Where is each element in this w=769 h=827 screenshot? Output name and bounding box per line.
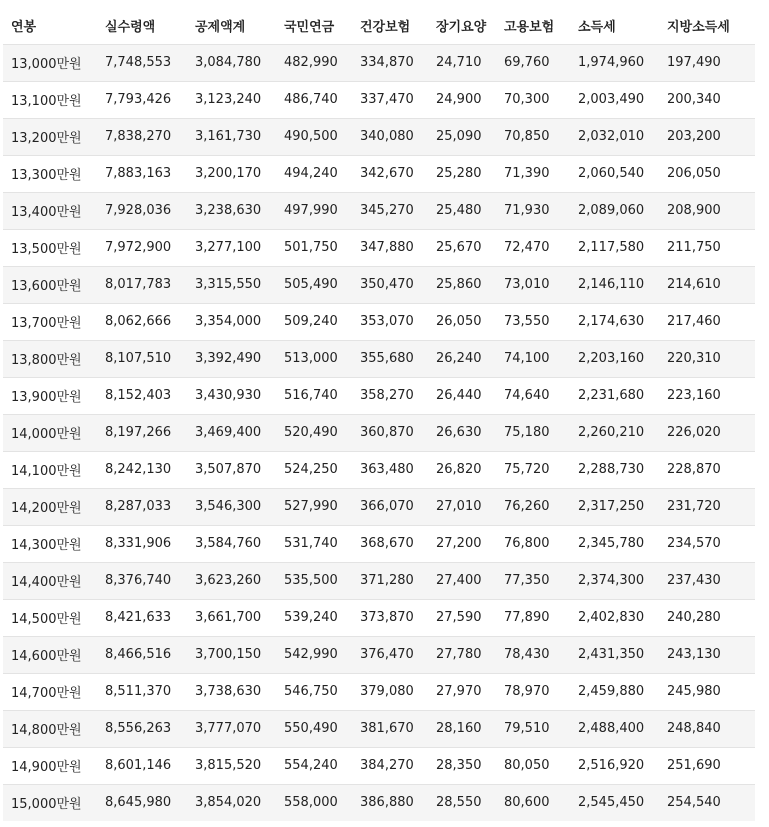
cell-salary: 13,300만원 [11,168,82,183]
table-row [3,525,755,562]
cell-health-insurance: 337,470 [360,92,414,107]
cell-income-tax: 2,317,250 [578,499,645,514]
cell-net-pay: 8,376,740 [105,573,172,588]
cell-salary: 15,000만원 [11,797,82,813]
cell-salary: 14,600만원 [11,649,82,664]
cell-local-income-tax: 203,200 [667,129,721,144]
cell-total-deduction: 3,777,070 [195,721,262,736]
cell-health-insurance: 342,670 [360,166,414,181]
cell-salary: 14,200만원 [11,501,82,516]
cell-national-pension: 531,740 [284,536,338,551]
cell-income-tax: 2,203,160 [578,351,645,366]
cell-local-income-tax: 231,720 [667,499,721,514]
header-salary: 연봉 [3,7,97,44]
cell-employment-insurance: 78,970 [504,684,550,699]
cell-local-income-tax: 248,840 [667,721,721,736]
cell-net-pay: 8,242,130 [105,462,172,477]
cell-total-deduction: 3,546,300 [195,499,262,514]
cell-income-tax: 2,488,400 [578,721,645,736]
cell-employment-insurance: 77,350 [504,573,550,588]
cell-net-pay: 8,197,266 [105,425,172,440]
cell-salary: 13,000만원 [11,57,82,72]
cell-employment-insurance: 74,640 [504,388,550,403]
cell-income-tax: 2,032,010 [578,129,645,144]
cell-salary: 13,900만원 [11,390,82,405]
cell-health-insurance: 340,080 [360,129,414,144]
table-row [3,673,755,710]
table-row [3,229,755,266]
cell-national-pension: 494,240 [284,166,338,181]
cell-income-tax: 2,516,920 [578,758,645,773]
cell-long-term-care: 25,480 [436,203,482,218]
header-local-income-tax: 지방소득세 [659,7,755,44]
cell-national-pension: 516,740 [284,388,338,403]
cell-health-insurance: 360,870 [360,425,414,440]
cell-health-insurance: 379,080 [360,684,414,699]
cell-net-pay: 7,928,036 [105,203,172,218]
cell-health-insurance: 371,280 [360,573,414,588]
cell-total-deduction: 3,354,000 [195,314,262,329]
cell-health-insurance: 366,070 [360,499,414,514]
cell-local-income-tax: 237,430 [667,573,721,588]
cell-salary: 14,100만원 [11,464,82,479]
cell-national-pension: 520,490 [284,425,338,440]
cell-local-income-tax: 223,160 [667,388,721,403]
cell-income-tax: 1,974,960 [578,55,645,70]
cell-salary: 14,000만원 [11,427,82,442]
cell-employment-insurance: 73,010 [504,277,550,292]
cell-national-pension: 482,990 [284,55,338,70]
cell-salary: 14,800만원 [11,723,82,738]
cell-health-insurance: 363,480 [360,462,414,477]
cell-local-income-tax: 211,750 [667,240,721,255]
cell-local-income-tax: 208,900 [667,203,721,218]
cell-total-deduction: 3,084,780 [195,55,262,70]
cell-long-term-care: 26,050 [436,314,482,329]
header-national-pension: 국민연금 [276,7,352,44]
cell-local-income-tax: 245,980 [667,684,721,699]
header-employment-insurance: 고용보험 [496,7,570,44]
cell-local-income-tax: 206,050 [667,166,721,181]
cell-net-pay: 8,511,370 [105,684,172,699]
cell-long-term-care: 27,200 [436,536,482,551]
cell-local-income-tax: 217,460 [667,314,721,329]
cell-national-pension: 527,990 [284,499,338,514]
table-row [3,44,755,81]
cell-employment-insurance: 78,430 [504,647,550,662]
cell-income-tax: 2,231,680 [578,388,645,403]
table-header [3,7,755,44]
cell-total-deduction: 3,507,870 [195,462,262,477]
cell-long-term-care: 24,900 [436,92,482,107]
cell-net-pay: 8,466,516 [105,647,172,662]
cell-income-tax: 2,060,540 [578,166,645,181]
cell-health-insurance: 334,870 [360,55,414,70]
table-row [3,488,755,525]
cell-employment-insurance: 74,100 [504,351,550,366]
cell-long-term-care: 27,590 [436,610,482,625]
cell-total-deduction: 3,123,240 [195,92,262,107]
cell-income-tax: 2,003,490 [578,92,645,107]
cell-long-term-care: 28,350 [436,758,482,773]
cell-salary: 14,700만원 [11,686,82,701]
header-income-tax: 소득세 [570,7,659,44]
cell-local-income-tax: 220,310 [667,351,721,366]
cell-income-tax: 2,545,450 [578,795,645,811]
cell-national-pension: 505,490 [284,277,338,292]
cell-total-deduction: 3,584,760 [195,536,262,551]
cell-net-pay: 8,287,033 [105,499,172,514]
cell-national-pension: 546,750 [284,684,338,699]
cell-local-income-tax: 197,490 [667,55,721,70]
cell-salary: 13,600만원 [11,279,82,294]
cell-long-term-care: 27,780 [436,647,482,662]
cell-total-deduction: 3,623,260 [195,573,262,588]
cell-national-pension: 486,740 [284,92,338,107]
cell-employment-insurance: 73,550 [504,314,550,329]
table-row [3,599,755,636]
cell-income-tax: 2,146,110 [578,277,645,292]
table-row [3,562,755,599]
cell-national-pension: 539,240 [284,610,338,625]
cell-income-tax: 2,459,880 [578,684,645,699]
cell-health-insurance: 358,270 [360,388,414,403]
cell-national-pension: 501,750 [284,240,338,255]
cell-health-insurance: 386,880 [360,795,414,811]
table-row [3,710,755,747]
salary-table-container [3,7,755,821]
cell-health-insurance: 384,270 [360,758,414,773]
cell-income-tax: 2,431,350 [578,647,645,662]
cell-employment-insurance: 70,850 [504,129,550,144]
cell-national-pension: 542,990 [284,647,338,662]
cell-total-deduction: 3,430,930 [195,388,262,403]
cell-health-insurance: 350,470 [360,277,414,292]
cell-income-tax: 2,402,830 [578,610,645,625]
cell-net-pay: 8,107,510 [105,351,172,366]
cell-employment-insurance: 77,890 [504,610,550,625]
table-row [3,118,755,155]
cell-income-tax: 2,288,730 [578,462,645,477]
cell-salary: 14,500만원 [11,612,82,627]
cell-employment-insurance: 76,260 [504,499,550,514]
cell-national-pension: 513,000 [284,351,338,366]
cell-health-insurance: 381,670 [360,721,414,736]
cell-total-deduction: 3,392,490 [195,351,262,366]
table-row [3,414,755,451]
cell-net-pay: 8,421,633 [105,610,172,625]
cell-income-tax: 2,117,580 [578,240,645,255]
header-total-deduction: 공제액계 [187,7,276,44]
cell-employment-insurance: 70,300 [504,92,550,107]
table-row [3,377,755,414]
cell-net-pay: 7,793,426 [105,92,172,107]
table-row [3,81,755,118]
header-long-term-care: 장기요양 [428,7,496,44]
cell-national-pension: 535,500 [284,573,338,588]
cell-total-deduction: 3,854,020 [195,795,262,811]
cell-health-insurance: 353,070 [360,314,414,329]
cell-local-income-tax: 254,540 [667,795,721,811]
cell-employment-insurance: 80,050 [504,758,550,773]
cell-total-deduction: 3,161,730 [195,129,262,144]
table-row [3,266,755,303]
header-row [3,7,755,44]
cell-net-pay: 8,331,906 [105,536,172,551]
cell-net-pay: 8,152,403 [105,388,172,403]
cell-national-pension: 524,250 [284,462,338,477]
cell-long-term-care: 25,670 [436,240,482,255]
cell-net-pay: 7,972,900 [105,240,172,255]
cell-health-insurance: 368,670 [360,536,414,551]
cell-health-insurance: 373,870 [360,610,414,625]
cell-local-income-tax: 228,870 [667,462,721,477]
cell-salary: 14,300만원 [11,538,82,553]
table-row [3,636,755,673]
cell-employment-insurance: 79,510 [504,721,550,736]
cell-income-tax: 2,345,780 [578,536,645,551]
cell-salary: 13,700만원 [11,316,82,331]
cell-employment-insurance: 72,470 [504,240,550,255]
salary-table [3,7,755,821]
cell-local-income-tax: 200,340 [667,92,721,107]
cell-net-pay: 8,645,980 [105,795,172,811]
cell-long-term-care: 26,630 [436,425,482,440]
cell-net-pay: 8,556,263 [105,721,172,736]
cell-income-tax: 2,089,060 [578,203,645,218]
cell-total-deduction: 3,661,700 [195,610,262,625]
table-row [3,192,755,229]
cell-long-term-care: 28,550 [436,795,482,811]
table-row [3,340,755,377]
cell-long-term-care: 27,970 [436,684,482,699]
table-row [3,451,755,488]
cell-national-pension: 554,240 [284,758,338,773]
cell-net-pay: 8,601,146 [105,758,172,773]
cell-local-income-tax: 214,610 [667,277,721,292]
cell-long-term-care: 26,440 [436,388,482,403]
cell-salary: 14,900만원 [11,760,82,775]
cell-employment-insurance: 71,390 [504,166,550,181]
cell-total-deduction: 3,277,100 [195,240,262,255]
table-row [3,303,755,340]
table-body [3,44,755,821]
cell-employment-insurance: 75,180 [504,425,550,440]
cell-salary: 13,100만원 [11,94,82,109]
cell-total-deduction: 3,700,150 [195,647,262,662]
cell-long-term-care: 27,010 [436,499,482,514]
cell-health-insurance: 345,270 [360,203,414,218]
cell-total-deduction: 3,815,520 [195,758,262,773]
cell-salary: 13,500만원 [11,242,82,257]
cell-long-term-care: 27,400 [436,573,482,588]
cell-employment-insurance: 75,720 [504,462,550,477]
cell-national-pension: 509,240 [284,314,338,329]
cell-net-pay: 8,062,666 [105,314,172,329]
cell-national-pension: 558,000 [284,795,338,811]
cell-long-term-care: 25,280 [436,166,482,181]
cell-local-income-tax: 251,690 [667,758,721,773]
cell-salary: 14,400만원 [11,575,82,590]
cell-health-insurance: 355,680 [360,351,414,366]
cell-salary: 13,400만원 [11,205,82,220]
cell-net-pay: 7,838,270 [105,129,172,144]
cell-national-pension: 490,500 [284,129,338,144]
cell-national-pension: 550,490 [284,721,338,736]
cell-long-term-care: 25,090 [436,129,482,144]
cell-net-pay: 8,017,783 [105,277,172,292]
cell-long-term-care: 28,160 [436,721,482,736]
cell-total-deduction: 3,469,400 [195,425,262,440]
cell-long-term-care: 26,240 [436,351,482,366]
cell-income-tax: 2,374,300 [578,573,645,588]
cell-local-income-tax: 240,280 [667,610,721,625]
cell-net-pay: 7,748,553 [105,55,172,70]
cell-long-term-care: 26,820 [436,462,482,477]
cell-total-deduction: 3,315,550 [195,277,262,292]
table-row [3,155,755,192]
cell-income-tax: 2,260,210 [578,425,645,440]
cell-employment-insurance: 80,600 [504,795,550,811]
cell-salary: 13,800만원 [11,353,82,368]
cell-total-deduction: 3,200,170 [195,166,262,181]
table-row [3,747,755,784]
cell-net-pay: 7,883,163 [105,166,172,181]
cell-employment-insurance: 69,760 [504,55,550,70]
cell-long-term-care: 25,860 [436,277,482,292]
cell-health-insurance: 347,880 [360,240,414,255]
cell-total-deduction: 3,238,630 [195,203,262,218]
cell-health-insurance: 376,470 [360,647,414,662]
cell-employment-insurance: 76,800 [504,536,550,551]
header-health-insurance: 건강보험 [352,7,428,44]
table-row [3,784,755,821]
cell-income-tax: 2,174,630 [578,314,645,329]
cell-local-income-tax: 243,130 [667,647,721,662]
cell-national-pension: 497,990 [284,203,338,218]
cell-local-income-tax: 234,570 [667,536,721,551]
cell-long-term-care: 24,710 [436,55,482,70]
header-net-pay: 실수령액 [97,7,187,44]
cell-employment-insurance: 71,930 [504,203,550,218]
cell-local-income-tax: 226,020 [667,425,721,440]
cell-salary: 13,200만원 [11,131,82,146]
cell-total-deduction: 3,738,630 [195,684,262,699]
